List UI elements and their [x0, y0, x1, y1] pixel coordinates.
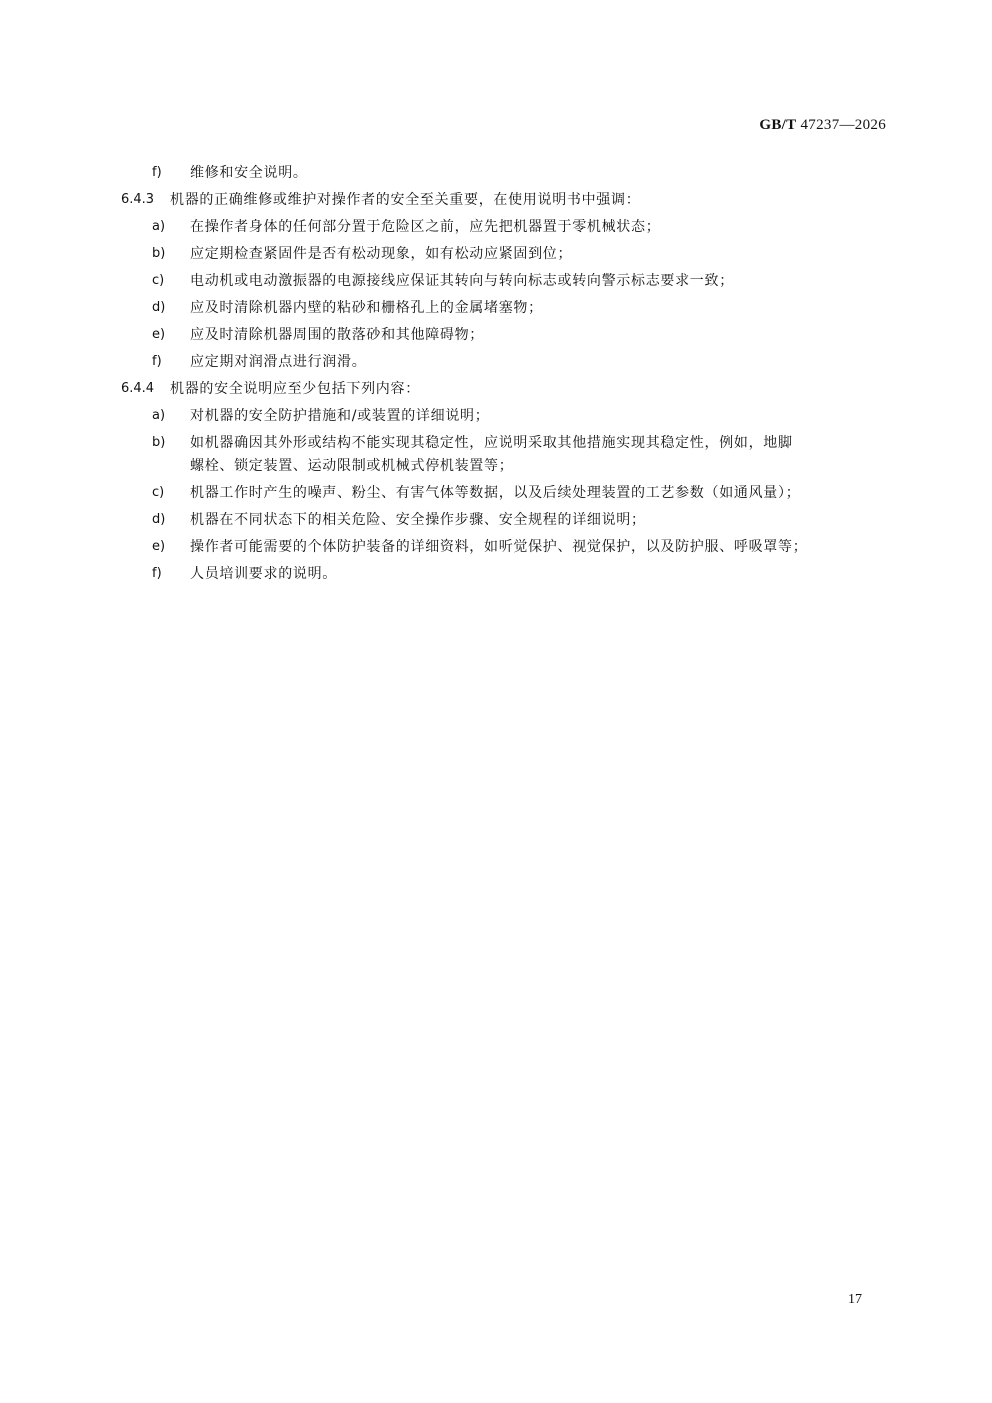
clause-text: 机器的安全说明应至少包括下列内容： [170, 381, 420, 397]
list-item-label: e) [152, 327, 166, 342]
list-item-label: f) [152, 354, 162, 369]
list-item-text: 应定期检查紧固件是否有松动现象，如有松动应紧固到位； [190, 246, 573, 262]
list-item-label: c) [152, 273, 165, 288]
list-item-text: 电动机或电动激振器的电源接线应保证其转向与转向标志或转向警示标志要求一致； [190, 273, 734, 289]
list-item-label: a) [152, 408, 166, 423]
list-item-text: 机器在不同状态下的相关危险、安全操作步骤、安全规程的详细说明； [190, 512, 646, 528]
list-item-text: 维修和安全说明。 [190, 165, 308, 181]
clause-text: 机器的正确维修或维护对操作者的安全至关重要，在使用说明书中强调： [170, 192, 641, 208]
standard-code: GB/T [759, 117, 797, 133]
list-item-text: 对机器的安全防护措施和/或装置的详细说明； [190, 408, 490, 424]
list-item-text: 应及时清除机器周围的散落砂和其他障碍物； [190, 327, 484, 343]
list-item-label: a) [152, 219, 166, 234]
list-item-text-continued: 螺栓、锁定装置、运动限制或机械式停机装置等； [190, 458, 514, 474]
list-item-label: c) [152, 485, 165, 500]
list-item-text: 在操作者身体的任何部分置于危险区之前，应先把机器置于零机械状态； [190, 219, 661, 235]
clause-number: 6.4.4 [121, 381, 155, 396]
list-item-label: b) [152, 435, 166, 450]
standard-number: 47237—2026 [800, 117, 886, 133]
clause-number: 6.4.3 [121, 192, 155, 207]
list-item-text: 应定期对润滑点进行润滑。 [190, 354, 367, 370]
list-item-label: e) [152, 539, 166, 554]
list-item-text: 应及时清除机器内壁的粘砂和栅格孔上的金属堵塞物； [190, 300, 543, 316]
list-item-label: b) [152, 246, 166, 261]
list-item-label: d) [152, 512, 166, 527]
page-number: 17 [848, 1292, 862, 1307]
list-item-label: d) [152, 300, 166, 315]
standard-number-header [759, 117, 886, 134]
list-item-label: f) [152, 165, 162, 180]
list-item-label: f) [152, 566, 162, 581]
list-item-text: 操作者可能需要的个体防护装备的详细资料，如听觉保护、视觉保护，以及防护服、呼吸罩等； [190, 539, 808, 555]
list-item-text: 如机器确因其外形或结构不能实现其稳定性，应说明采取其他措施实现其稳定性，例如，地脚 [190, 435, 793, 451]
list-item-text: 机器工作时产生的噪声、粉尘、有害气体等数据，以及后续处理装置的工艺参数（如通风量）； [190, 485, 801, 501]
list-item-text: 人员培训要求的说明。 [190, 566, 337, 582]
